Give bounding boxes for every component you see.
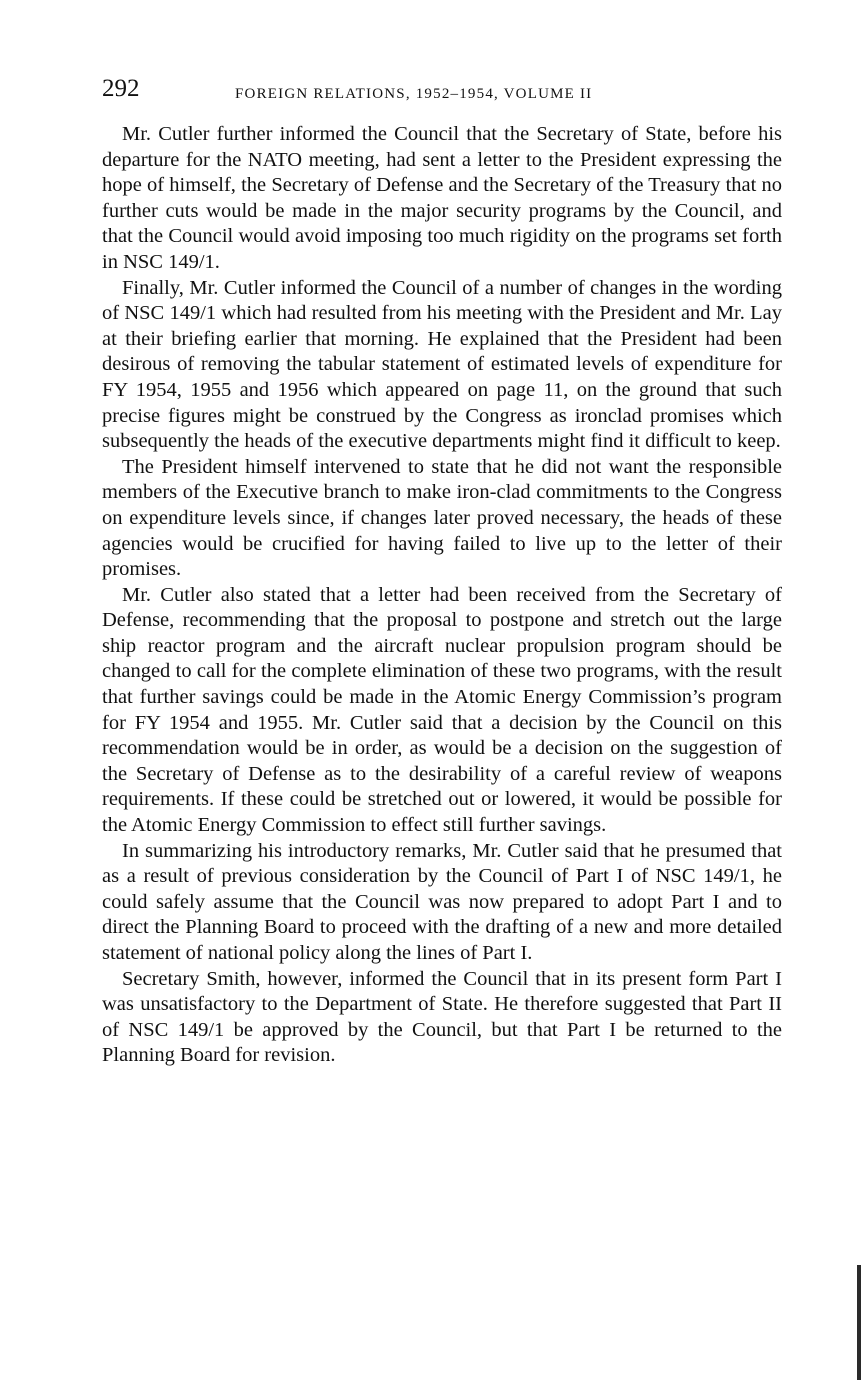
- paragraph-3: The President himself intervened to state that he did not want the responsible members of the Executive branch to make iron-clad commitments to the Congress on expenditure levels since, if changes later proved necessary, the heads of these agencies would be crucified for having failed to live up to the letter of their promises.: [102, 455, 782, 581]
- page-header: [102, 68, 682, 108]
- paragraph-4: Mr. Cutler also stated that a letter had been received from the Secretary of Defense, recommending that the proposal to postpone and stretch out the large ship reactor program and the aircraft nuclear propulsion program should be changed to call for the complete elimination of these two programs, with the result that further savings could be made in the Atomic Energy Commission’s program for FY 1954 and 1955. Mr. Cutler said that a decision by the Council on this recommendation would be in order, as would be a decision on the suggestion of the Secretary of Defense as to the desirability of a careful review of weapons requirements. If these could be stretched out or lowered, it would be possible for the Atomic Energy Commission to effect still further savings.: [102, 583, 782, 837]
- running-head: FOREIGN RELATIONS, 1952–1954, VOLUME II: [235, 86, 593, 102]
- paragraph-1: Mr. Cutler further informed the Council that the Secretary of State, before his departure for the NATO meeting, had sent a letter to the President expressing the hope of himself, the Secretary of Defense and the Secretary of the Treasury that no further cuts would be made in the major security programs by the Council, and that the Council would avoid imposing too much rigidity on the programs set forth in NSC 149/1.: [102, 123, 782, 273]
- paragraph-6: Secretary Smith, however, informed the Council that in its present form Part I was unsatisfactory to the Department of State. He therefore suggested that Part II of NSC 149/1 be approved by the Council, but that Part I be returned to the Planning Board for revision.: [102, 967, 782, 1067]
- body-text: [102, 122, 782, 1069]
- paragraph-2: Finally, Mr. Cutler informed the Council of a number of changes in the wording of NSC 149/1 which had resulted from his meeting with the President and Mr. Lay at their briefing earlier that morning. He explained that the President had been desirous of removing the tabular statement of estimated levels of expenditure for FY 1954, 1955 and 1956 which appeared on page 11, on the ground that such precise figures might be construed by the Congress as ironclad promises which subsequently the heads of the executive departments might find it difficult to keep.: [102, 276, 782, 453]
- page-number: 292: [102, 75, 140, 102]
- scan-edge-shadow: [857, 1265, 861, 1380]
- paragraph-5: In summarizing his introductory remarks, Mr. Cutler said that he presumed that as a result of previous consideration by the Council of Part I of NSC 149/1, he could safely assume that the Council was now prepared to adopt Part I and to direct the Planning Board to proceed with the drafting of a new and more detailed statement of national policy along the lines of Part I.: [102, 839, 782, 964]
